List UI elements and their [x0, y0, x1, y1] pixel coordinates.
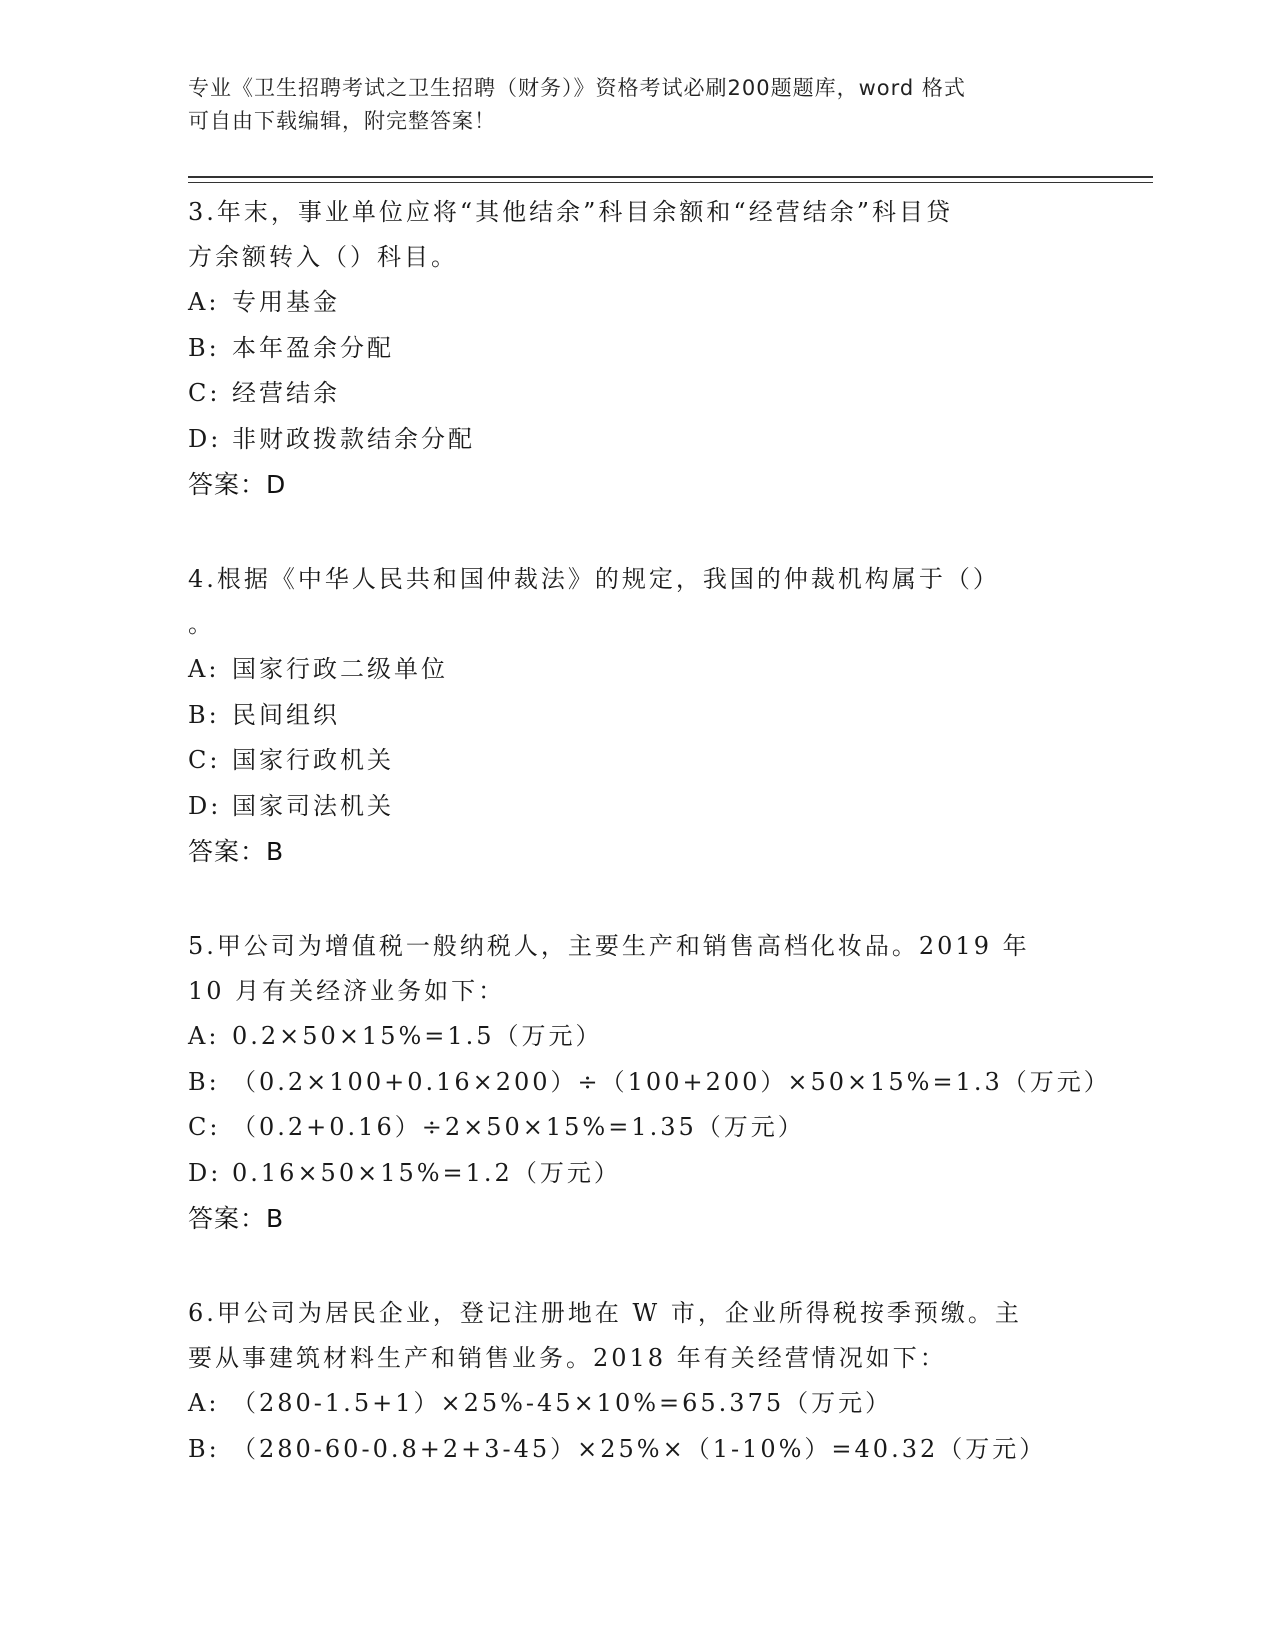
option-key: C: — [188, 746, 221, 774]
option-b — [188, 1427, 1088, 1473]
option-key: B: — [188, 700, 220, 729]
option-a — [188, 280, 1088, 326]
option-text: （0.2+0.16）÷2×50×15%=1.35（万元） — [232, 1113, 805, 1141]
question-stem-line: 方余额转入（）科目。 — [188, 243, 458, 271]
option-key: D: — [188, 424, 222, 453]
option-text: （280-60-0.8+2+3-45）×25%×（1-10%）=40.32（万元） — [232, 1434, 1047, 1463]
option-text: 0.16×50×15%=1.2（万元） — [232, 1158, 621, 1187]
option-text: 国家行政二级单位 — [232, 655, 448, 683]
document-header — [188, 72, 1068, 138]
answer: 答案：B — [188, 1204, 285, 1233]
option-text: （0.2×100+0.16×200）÷（100+200）×50×15%=1.3（万元） — [232, 1067, 1111, 1096]
option-text: 经营结余 — [232, 379, 340, 407]
option-key: D: — [188, 791, 222, 820]
question-stem-line: 5.甲公司为增值税一般纳税人，主要生产和销售高档化妆品。2019 年 — [188, 932, 1030, 960]
header-rule — [188, 176, 1153, 178]
question-stem-line: 6.甲公司为居民企业，登记注册地在 W 市，企业所得税按季预缴。主 — [188, 1299, 1022, 1327]
option-text: 国家行政机关 — [232, 746, 394, 774]
header-rule-thin — [188, 182, 1153, 183]
option-text: （280-1.5+1）×25%-45×10%=65.375（万元） — [232, 1389, 893, 1417]
question-stem-line: 要从事建筑材料生产和销售业务。2018 年有关经营情况如下： — [188, 1344, 947, 1372]
option-key: D: — [188, 1158, 222, 1187]
option-key: A: — [188, 288, 220, 316]
question-stem-line: 4.根据《中华人民共和国仲裁法》的规定，我国的仲裁机构属于（） — [188, 565, 1000, 593]
question-stem-line: 10 月有关经济业务如下： — [188, 977, 506, 1005]
option-key: A: — [188, 1022, 220, 1050]
option-key: B: — [188, 333, 220, 362]
option-text: 0.2×50×15%=1.5（万元） — [232, 1022, 603, 1050]
option-c — [188, 738, 1088, 784]
question-stem-line: 。 — [188, 610, 215, 638]
question-4 — [188, 557, 1088, 874]
option-text: 本年盈余分配 — [232, 333, 394, 362]
option-key: B: — [188, 1434, 220, 1463]
option-c — [188, 1105, 1088, 1151]
option-b — [188, 693, 1088, 739]
option-text: 民间组织 — [232, 700, 340, 729]
option-key: A: — [188, 655, 220, 683]
option-b — [188, 326, 1088, 372]
option-key: B: — [188, 1067, 220, 1096]
option-c — [188, 371, 1088, 417]
option-key: C: — [188, 1113, 221, 1141]
question-stem-line: 3.年末，事业单位应将“其他结余”科目余额和“经营结余”科目贷 — [188, 198, 953, 226]
answer: 答案：B — [188, 837, 285, 866]
question-3 — [188, 190, 1088, 507]
option-text: 国家司法机关 — [232, 791, 394, 820]
option-text: 非财政拨款结余分配 — [232, 424, 475, 453]
header-line-2: 可自由下载编辑，附完整答案！ — [188, 109, 496, 133]
option-d — [188, 417, 1088, 463]
option-d — [188, 784, 1088, 830]
question-5 — [188, 924, 1111, 1241]
option-key: A: — [188, 1389, 220, 1417]
question-list — [188, 190, 1111, 1472]
question-6 — [188, 1291, 1088, 1472]
option-b — [188, 1060, 1111, 1106]
answer: 答案：D — [188, 470, 287, 499]
option-d — [188, 1151, 1088, 1197]
option-a — [188, 1381, 1088, 1427]
option-key: C: — [188, 379, 221, 407]
option-a — [188, 647, 1088, 693]
option-a — [188, 1014, 1088, 1060]
option-text: 专用基金 — [232, 288, 340, 316]
header-line-1: 专业《卫生招聘考试之卫生招聘（财务）》资格考试必刷200题题库，word 格式 — [188, 76, 966, 100]
